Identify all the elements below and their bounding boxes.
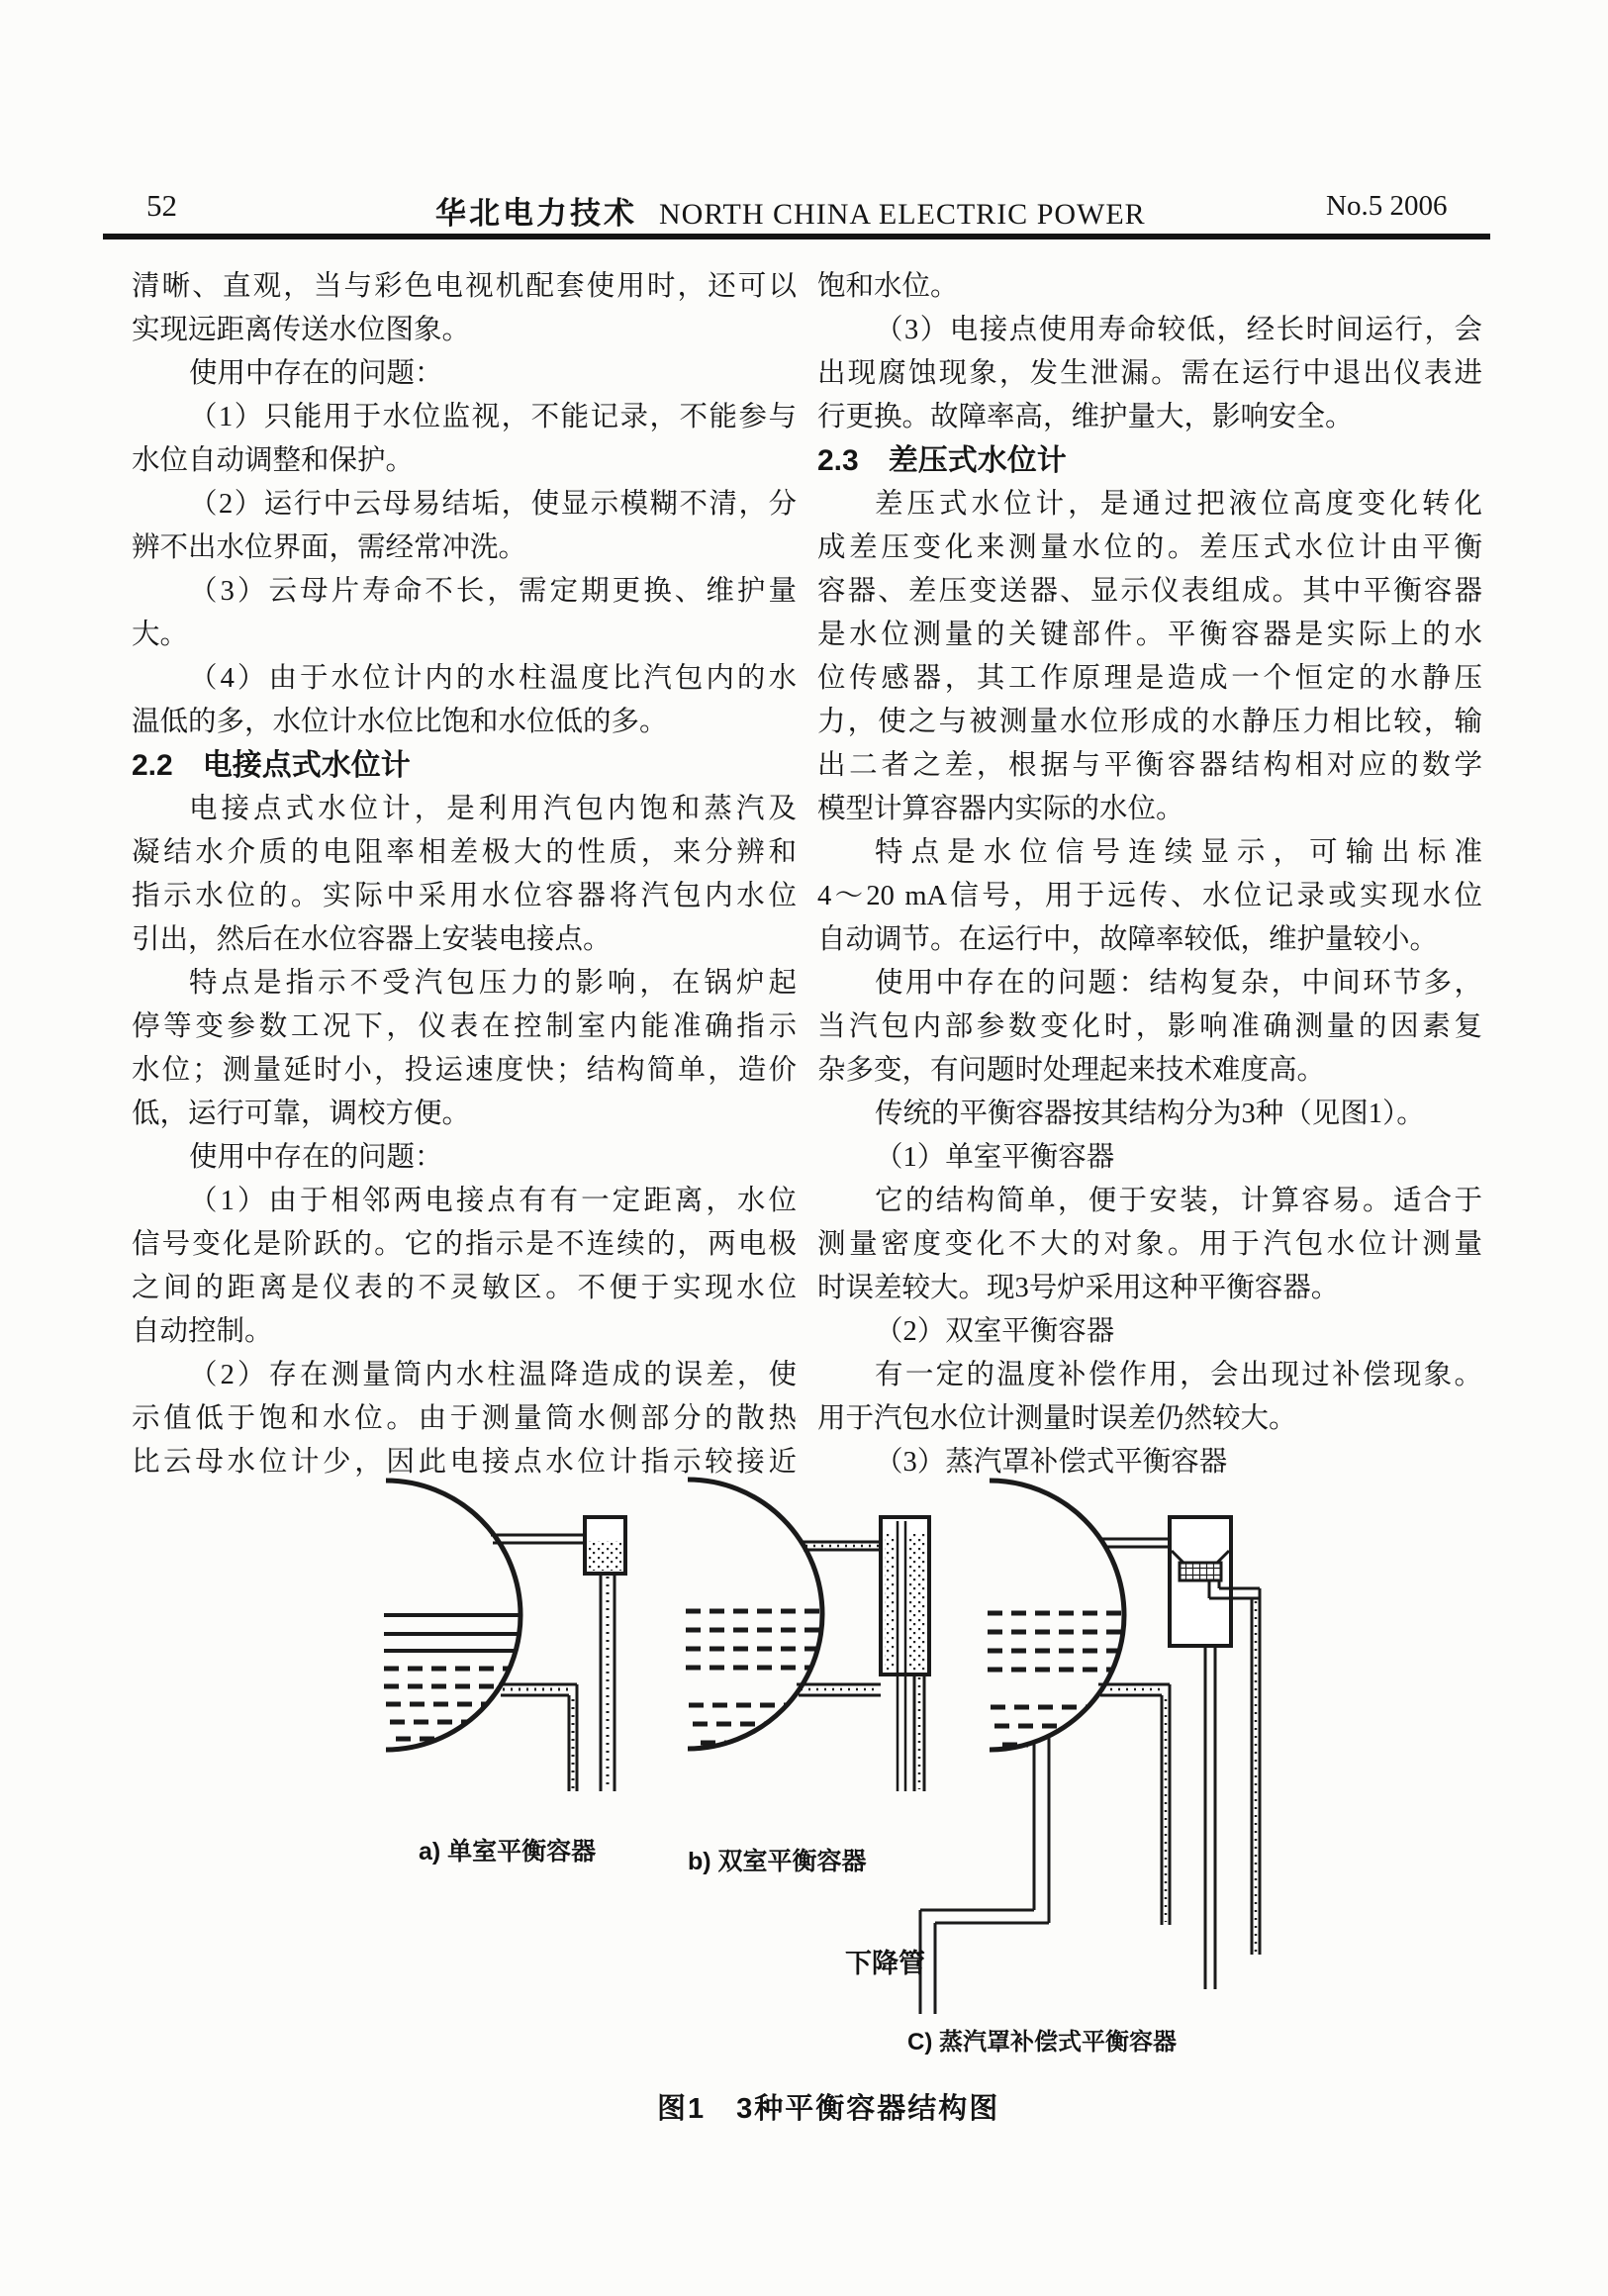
- text-line: 成差压变化来测量水位的。差压式水位计由平衡: [817, 532, 1482, 563]
- text-line: 是水位测量的关键部件。平衡容器是实际上的水: [817, 620, 1482, 650]
- column-left: [132, 265, 797, 1484]
- text-line: 用于汽包水位计测量时误差仍然较大。: [817, 1403, 1297, 1434]
- figure-caption: 图1 3种平衡容器结构图: [657, 2093, 1000, 2125]
- text-line: 出二者之差，根据与平衡容器结构相对应的数学: [817, 750, 1482, 781]
- text-line: 使用中存在的问题：: [189, 358, 443, 389]
- text-line: 凝结水介质的电阻率相差极大的性质，来分辨和: [132, 837, 797, 868]
- text-line: 当汽包内部参数变化时，影响准确测量的因素复: [817, 1011, 1482, 1042]
- journal-title: [435, 188, 1146, 233]
- figure-label-downcomer: 下降管: [845, 1949, 925, 1978]
- text-line: （1）只能用于水位监视，不能记录，不能参与: [189, 402, 797, 432]
- figure-label-b: b) 双室平衡容器: [688, 1848, 867, 1875]
- figure-label-c: C) 蒸汽罩补偿式平衡容器: [907, 2029, 1177, 2056]
- text-line: 水位；测量延时小，投运速度快；结构简单，造价: [132, 1055, 797, 1086]
- text-line: 引出，然后在水位容器上安装电接点。: [132, 924, 612, 955]
- text-line: 自动调节。在运行中，故障率较低，维护量较小。: [817, 924, 1439, 955]
- text-line: 自动控制。: [132, 1316, 273, 1347]
- text-line: 大。: [132, 620, 189, 650]
- text-line: 力，使之与被测量水位形成的水静压力相比较，输: [817, 707, 1482, 737]
- text-line: 特点是指示不受汽包压力的影响，在锅炉起: [189, 968, 797, 999]
- figure-1-drawing: [178, 1440, 1435, 2068]
- text-line: 指示水位的。实际中采用水位容器将汽包内水位: [132, 881, 797, 911]
- text-line: 比云母水位计少，因此电接点水位计指示较接近: [132, 1447, 797, 1478]
- text-line: 清晰、直观，当与彩色电视机配套使用时，还可以: [132, 271, 797, 302]
- text-line: 使用中存在的问题：结构复杂，中间环节多，: [875, 968, 1482, 999]
- text-line: 实现远距离传送水位图象。: [132, 315, 471, 345]
- text-line: 传统的平衡容器按其结构分为3种（见图1）。: [875, 1099, 1425, 1129]
- text-line: 行更换。故障率高，维护量大，影响安全。: [817, 402, 1354, 432]
- text-line: 特点是水位信号连续显示，可输出标准: [875, 837, 1482, 868]
- text-line: 停等变参数工况下，仪表在控制室内能准确指示: [132, 1011, 797, 1042]
- text-line: 差压式水位计，是通过把液位高度变化转化: [875, 489, 1482, 520]
- figure-diagram-c: [920, 1481, 1260, 2014]
- text-line: 信号变化是阶跃的。它的指示是不连续的，两电极: [132, 1229, 797, 1260]
- text-line: （1）由于相邻两电接点有有一定距离，水位: [189, 1186, 797, 1216]
- text-line: 位传感器，其工作原理是造成一个恒定的水静压: [817, 663, 1482, 694]
- text-line: （1）单室平衡容器: [875, 1142, 1115, 1173]
- text-line: （2）存在测量筒内水柱温降造成的误差，使: [189, 1360, 797, 1390]
- text-line: （2）运行中云母易结垢，使显示模糊不清，分: [189, 489, 797, 520]
- section-heading: 2.3 差压式水位计: [817, 444, 1067, 477]
- journal-title-en: NORTH CHINA ELECTRIC POWER: [659, 198, 1146, 231]
- header-rule: [103, 234, 1490, 239]
- text-line: 温低的多，水位计水位比饱和水位低的多。: [132, 707, 668, 737]
- figure-diagram-b: [686, 1480, 929, 1791]
- text-line: （2）双室平衡容器: [875, 1316, 1115, 1347]
- issue-number: No.5 2006: [1326, 190, 1448, 222]
- column-right: [817, 265, 1482, 1484]
- text-line: 之间的距离是仪表的不灵敏区。不便于实现水位: [132, 1273, 797, 1303]
- section-heading: 2.2 电接点式水位计: [132, 749, 411, 782]
- text-line: 电接点式水位计，是利用汽包内饱和蒸汽及: [189, 794, 797, 824]
- text-line: 出现腐蚀现象，发生泄漏。需在运行中退出仪表进: [817, 358, 1482, 389]
- text-line: （3）电接点使用寿命较低，经长时间运行，会: [875, 315, 1482, 345]
- figure-diagram-a: [384, 1481, 625, 1791]
- text-line: 饱和水位。: [817, 271, 959, 302]
- text-line: 辨不出水位界面，需经常冲洗。: [132, 532, 527, 563]
- text-line: （3）蒸汽罩补偿式平衡容器: [875, 1447, 1228, 1478]
- text-line: 低，运行可靠，调校方便。: [132, 1099, 471, 1129]
- text-line: 示值低于饱和水位。由于测量筒水侧部分的散热: [132, 1403, 797, 1434]
- text-line: 它的结构简单，便于安装，计算容易。适合于: [875, 1186, 1482, 1216]
- text-line: 模型计算容器内实际的水位。: [817, 794, 1184, 824]
- text-line: 测量密度变化不大的对象。用于汽包水位计测量: [817, 1229, 1482, 1260]
- text-line: （3）云母片寿命不长，需定期更换、维护量: [189, 576, 797, 607]
- page-number: 52: [146, 188, 177, 223]
- text-line: （4）由于水位计内的水柱温度比汽包内的水: [189, 663, 797, 694]
- journal-title-cn: 华北电力技术: [435, 196, 637, 231]
- figure-label-a: a) 单室平衡容器: [419, 1838, 597, 1866]
- text-line: 时误差较大。现3号炉采用这种平衡容器。: [817, 1273, 1340, 1303]
- text-line: 有一定的温度补偿作用，会出现过补偿现象。: [875, 1360, 1482, 1390]
- text-line: 使用中存在的问题：: [189, 1142, 443, 1173]
- text-line: 杂多变，有问题时处理起来技术难度高。: [817, 1055, 1326, 1086]
- text-line: 容器、差压变送器、显示仪表组成。其中平衡容器: [817, 576, 1482, 607]
- text-line: 水位自动调整和保护。: [132, 445, 415, 476]
- text-line: 4～20 mA信号，用于远传、水位记录或实现水位: [817, 881, 1482, 911]
